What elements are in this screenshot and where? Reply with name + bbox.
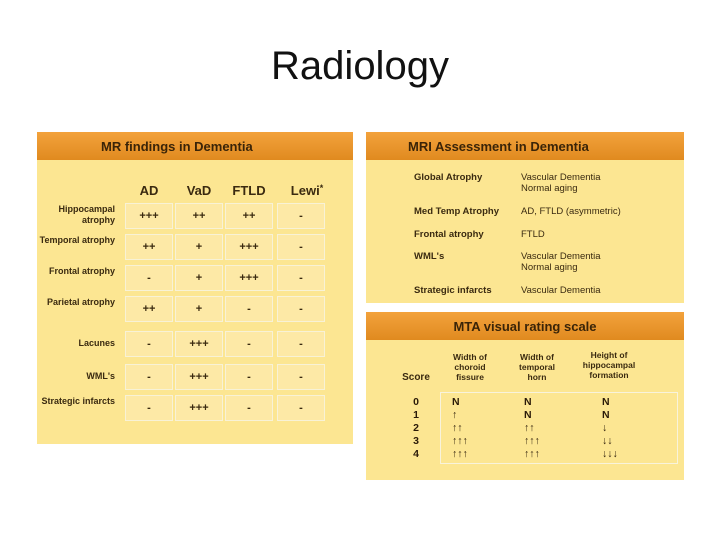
table-cell: - [225, 395, 273, 421]
row-label: WML's [86, 371, 115, 381]
assessment-label: Frontal atrophy [414, 229, 484, 240]
mr-findings-panel [37, 132, 353, 444]
temporal-horn-values: N N ↑↑ ↑↑↑ ↑↑↑ [524, 396, 540, 460]
row-label: Lacunes [78, 338, 115, 348]
table-cell: - [125, 364, 173, 390]
table-cell: +++ [175, 395, 223, 421]
score-header: Score [402, 372, 430, 383]
table-cell: +++ [175, 331, 223, 357]
assessment-label: Strategic infarcts [414, 285, 492, 296]
assessment-label: Med Temp Atrophy [414, 206, 499, 217]
table-cell: - [125, 395, 173, 421]
assessment-value: Vascular Dementia [521, 285, 601, 296]
table-cell: +++ [175, 364, 223, 390]
table-cell: - [225, 331, 273, 357]
table-cell: - [277, 296, 325, 322]
table-cell: + [175, 234, 223, 260]
col-header-vad: VaD [186, 183, 212, 198]
mta-scale-title: MTA visual rating scale [366, 312, 684, 340]
mr-findings-title: MR findings in Dementia [37, 132, 353, 160]
col-header-ftld: FTLD [232, 183, 266, 198]
table-cell: ++ [125, 296, 173, 322]
table-cell: +++ [225, 234, 273, 260]
mta-scale-panel [366, 312, 684, 480]
table-cell: - [277, 234, 325, 260]
table-cell: - [125, 265, 173, 291]
table-cell: - [277, 331, 325, 357]
choroid-fissure-values: N ↑ ↑↑ ↑↑↑ ↑↑↑ [452, 396, 468, 460]
assessment-value: AD, FTLD (asymmetric) [521, 206, 621, 217]
col-header-lewi [277, 183, 337, 198]
table-cell: - [277, 203, 325, 229]
header-choroid-fissure: Width of choroid fissure [453, 352, 487, 382]
table-cell: + [175, 265, 223, 291]
hippocampal-formation-values: N N ↓ ↓↓ ↓↓↓ [602, 396, 618, 460]
row-label: Strategic infarcts [41, 396, 115, 406]
assessment-value: Vascular Dementia Normal aging [521, 172, 601, 194]
score-values: 0 1 2 3 4 [413, 396, 419, 460]
lewi-footnote-star: * [319, 183, 324, 193]
table-cell: +++ [225, 265, 273, 291]
header-temporal-horn: Width of temporal horn [519, 352, 555, 382]
assessment-value: FTLD [521, 229, 545, 240]
table-cell: - [225, 364, 273, 390]
assessment-label: WML's [414, 251, 445, 262]
table-cell: ++ [225, 203, 273, 229]
mri-assessment-title: MRI Assessment in Dementia [366, 132, 684, 160]
table-cell: ++ [125, 234, 173, 260]
col-header-ad: AD [139, 183, 159, 198]
mri-assessment-panel [366, 132, 684, 303]
header-hippocampal-formation: Height of hippocampal formation [582, 350, 636, 380]
table-cell: - [277, 364, 325, 390]
table-cell: - [277, 265, 325, 291]
row-label: Hippocampal atrophy [58, 204, 115, 225]
table-cell: - [277, 395, 325, 421]
table-cell: +++ [125, 203, 173, 229]
table-cell: - [225, 296, 273, 322]
assessment-value: Vascular Dementia Normal aging [521, 251, 601, 273]
table-cell: - [125, 331, 173, 357]
col-header-lewi-label: Lewi [290, 183, 320, 198]
table-cell: ++ [175, 203, 223, 229]
assessment-label: Global Atrophy [414, 172, 483, 183]
row-label: Parietal atrophy [46, 297, 115, 307]
row-label: Temporal atrophy [39, 235, 115, 245]
slide-title: Radiology [271, 44, 449, 88]
table-cell: + [175, 296, 223, 322]
row-label: Frontal atrophy [48, 266, 115, 276]
